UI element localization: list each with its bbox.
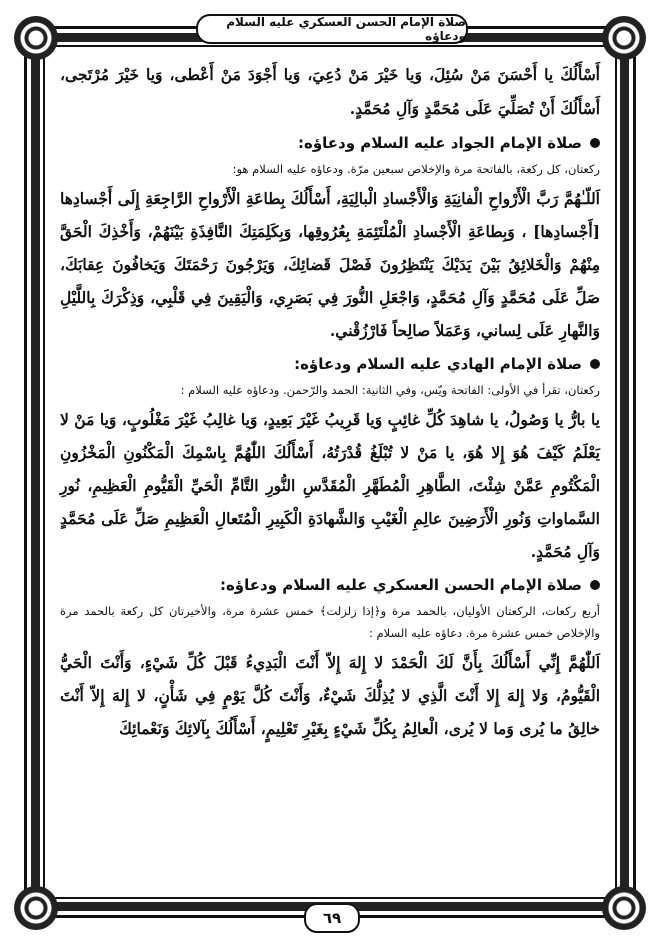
corner-ornament-top-right xyxy=(602,16,646,60)
section-note-askari: أربع ركعات، الركعتان الأوليان، بالحمد مرة و﴿إذا زلزلت﴾ خمس عشرة مرة، والأخيرتان كل ركعة بالحمد مرة والإخلاص خمس عشرة مرة. دعاؤه عليه السلام : xyxy=(60,604,600,640)
bullet-icon xyxy=(590,138,600,148)
supplication-jawad: اَللّـٰهُمَّ رَبَّ الْأَرْواحِ الْفانِيَةِ وَالْأَجْسادِ الْبالِيَةِ، أَسْأَلُكَ بِطاعَةِ الْأَرْواحِ الرَّاجِعَةِ إِلَى أَجْسادِها [أَجْسادِها] ، وَبِطاعَةِ الْأَجْسادِ الْمُلْتَئِمَةِ بِعُرُوقِها، وَبِكَلِمَتِكَ النَّافِذَةِ بَيْنَهُمْ، وَأَخْذِكَ الْحَقَّ مِنْهُمْ وَالْخَلائِقُ بَيْنَ يَدَيْكَ يَنْتَظِرُونَ فَصْلَ قَضائِكَ، وَيَرْجُونَ رَحْمَتَكَ وَيَخافُونَ عِقابَكَ، صَلِّ عَلَى مُحَمَّدٍ وَآلِ مُحَمَّدٍ، وَاجْعَلِ النُّورَ فِي بَصَرِي، وَالْيَقِينَ فِي قَلْبِي، وَذِكْرَكَ بِاللَّيْلِ وَالنَّهارِ عَلَى لِساني، وَعَمَلاً صالِحاً فَارْزُقْني. xyxy=(60,189,600,340)
section-heading-jawad xyxy=(60,134,600,152)
supplication-hadi: يا بارُّ يا وَصُولُ، يا شاهِدَ كُلِّ غائِبٍ وَيا قَرِيبُ غَيْرَ بَعِيدٍ، وَيا غالِبُ غَيْرَ مَغْلُوبٍ، وَيا مَنْ لا يَعْلَمُ كَيْفَ هُوَ إِلا هُوَ، يا مَنْ لا تُبْلَغُ قُدْرَتُهُ، أَسْأَلُكَ اللّٰهُمَّ بِاسْمِكَ الْمَكْنُونِ الْمَخْزُونِ الْمَكْتُومِ عَمَّنْ شِئْتَ، الطَّاهِرِ الْمُطَهَّرِ الْمُقَدَّسِ النُّورِ التَّامِّ الْحَيِّ الْقَيُّومِ الْعَظِيمِ، نُورِ السَّماواتِ وَنُورِ الْأَرَضِينَ عالِمِ الْغَيْبِ وَالشَّهادَةِ الْكَبِيرِ الْمُتَعالِ الْعَظِيمِ صَلِّ عَلَى مُحَمَّدٍ وَآلِ مُحَمَّدٍ. xyxy=(60,410,600,561)
section-heading-askari xyxy=(60,576,600,594)
bullet-icon xyxy=(590,580,600,590)
page-number-text: ٦٩ xyxy=(322,909,342,927)
corner-ornament-bottom-left xyxy=(14,886,58,930)
section-heading-text: صلاة الإمام الجواد عليه السلام ودعاؤه: xyxy=(298,134,582,152)
running-header xyxy=(196,14,468,44)
section-note-jawad: ركعتان، كل ركعة، بالفاتحة مرة والإخلاص سبعين مرّة. ودعاؤه عليه السلام هو: xyxy=(232,162,600,176)
supplication-askari: اَللّٰهُمَّ إِنِّي أَسْأَلُكَ بِأَنَّ لَكَ الْحَمْدَ لا إِلهَ إِلاّ أَنْتَ الْبَدِيءُ قَبْلَ كُلِّ شَيْءٍ، وَأَنْتَ الْحَيُّ الْقَيُّومُ، وَلا إِلهَ إِلا أَنْتَ الَّذِي لا يُذِلُّكَ شَيْءٌ، وَأَنْتَ كُلَّ يَوْمٍ فِي شَأْنٍ، لا إِلهَ إِلاّ أَنْتَ خالِقُ ما يُرى وَما لا يُرى، الْعالِمُ بِكُلِّ شَيْءٍ بِغَيْرِ تَعْلِيمٍ، أَسْأَلُكَ بِآلائِكَ وَنَعْمائِكَ xyxy=(60,653,600,738)
section-heading-text: صلاة الإمام الحسن العسكري عليه السلام ودعاؤه: xyxy=(219,576,582,594)
page-number xyxy=(304,903,360,933)
section-note-hadi: ركعتان، تقرأ في الأولى: الفاتحة ويّس، وفي الثانية: الحمد والرّحمن. ودعاؤه عليه السلام : xyxy=(180,383,600,397)
section-heading-hadi xyxy=(60,355,600,373)
corner-ornament-top-left xyxy=(14,16,58,60)
intro-supplication: أَسْأَلُكَ يا أَحْسَنَ مَنْ سُئِلَ، وَيا خَيْرَ مَنْ دُعِيَ، وَيا أَجْوَدَ مَنْ أَعْطى، وَيا خَيْرَ مُرْتَجى، أَسْأَلُكَ أَنْ تُصَلِّيَ عَلَى مُحَمَّدٍ وَآلِ مُحَمَّدٍ. xyxy=(60,65,600,118)
section-heading-text: صلاة الإمام الهادي عليه السلام ودعاؤه: xyxy=(294,355,582,373)
bullet-icon xyxy=(590,359,600,369)
corner-ornament-bottom-right xyxy=(602,886,646,930)
running-header-text: صلاة الإمام الحسن العسكري عليه السلام ودعاؤه xyxy=(226,15,466,43)
page-content xyxy=(60,58,600,749)
